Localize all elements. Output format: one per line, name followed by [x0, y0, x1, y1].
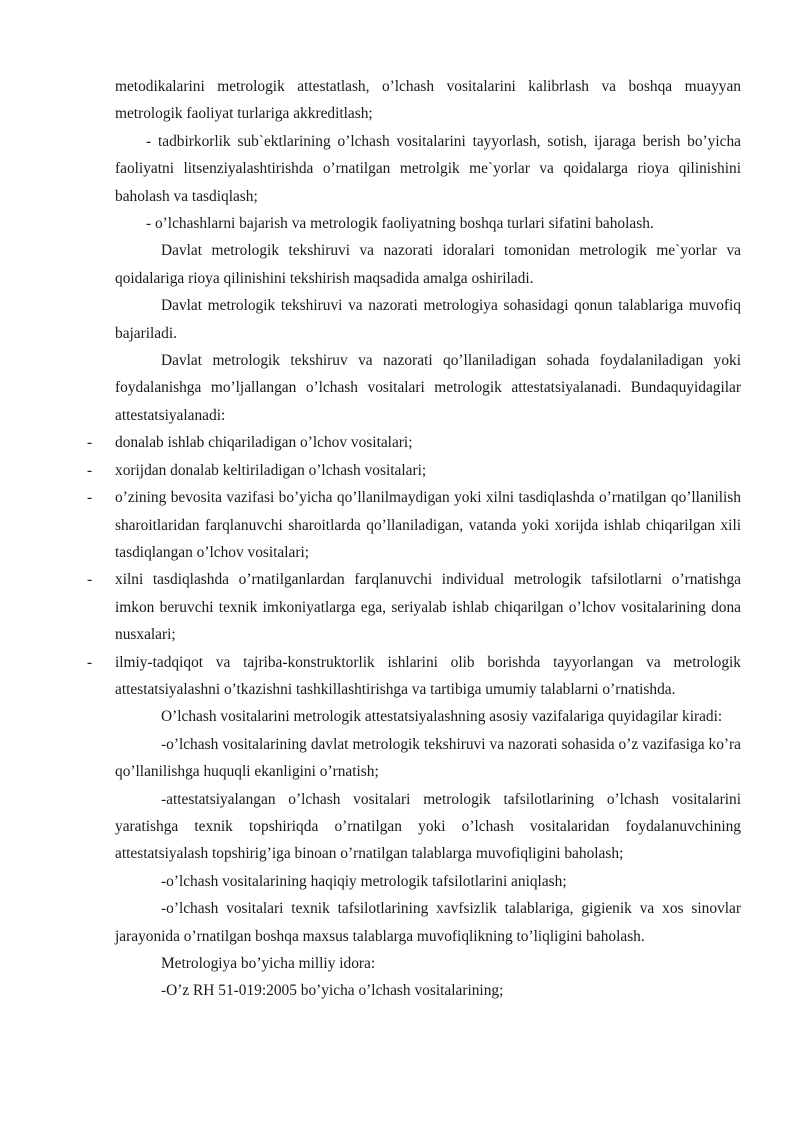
list-item	[87, 457, 741, 484]
list-item	[87, 566, 741, 648]
paragraph: Davlat metrologik tekshiruvi va nazorati metrologiya sohasidagi qonun talablariga muvofiq bajariladi.	[115, 297, 741, 342]
paragraph: -o’lchash vositalarining haqiqiy metrologik tafsilotlarini aniqlash;	[161, 872, 567, 890]
paragraph: -o’lchash vositalarining davlat metrologik tekshiruvi va nazorati sohasida o’z vazifasiga ko’ra qo’llanilishga huquqli ekanligini o’rnatish;	[115, 735, 741, 781]
paragraph: O’lchash vositalarini metrologik attestatsiyalashning asosiy vazifalariga quyidagilar kiradi:	[161, 708, 723, 726]
list-item	[87, 429, 741, 456]
paragraph: -o’lchash vositalari texnik tafsilotlarining xavfsizlik talablariga, gigienik va xos sinovlar jarayonida o’rnatilgan boshqa maxsus talablarga muvofiqlikning to’liqligini baholash.	[115, 900, 741, 945]
paragraph: Davlat metrologik tekshiruvi va nazorati idoralari tomonidan metrologik me`yorlar va qoidalariga rioya qilinishini tekshirish maqsadida amalga oshiriladi.	[115, 242, 741, 287]
paragraph: -attestatsiyalangan o’lchash vositalari metrologik tafsilotlarining o’lchash vositalarini yaratishga texnik topshiriqda o’rnatilgan yoki o’lchash vositalaridan foydalanuvchining attestatsiyalash topshirig’iga binoan o’rnatilgan talablarga muvofiqligini baholash;	[115, 790, 741, 863]
paragraph: Metrologiya bo’yicha milliy idora:	[161, 955, 376, 972]
paragraph: Davlat metrologik tekshiruv va nazorati qo’llaniladigan sohada foydalaniladigan yoki foydalanishga mo’ljallangan o’lchash vositalari metrologik attestatsiyalanadi. Bundaquyidagilar attestatsiyalanadi:	[115, 352, 741, 424]
list-item-text: xorijdan donalab keltiriladigan o’lchash vositalari;	[115, 461, 427, 479]
list-item-text: donalab ishlab chiqariladigan o’lchov vositalari;	[115, 434, 413, 452]
paragraph: - o’lchashlarni bajarish va metrologik faoliyatning boshqa turlari sifatini baholash.	[146, 215, 654, 233]
list-item	[87, 484, 741, 566]
list-item-text: o’zining bevosita vazifasi bo’yicha qo’llanilmaydigan yoki xilni tasdiqlashda o’rnatilgan qo’llanilish sharoitlaridan farqlanuvchi sharoitlarda qo’llaniladigan, vatanda yoki xorijda ishlab chiqarilgan xili tasdiqlangan o’lchov vositalari;	[115, 489, 741, 561]
paragraph: metodikalarini metrologik attestatlash, o’lchash vositalarini kalibrlash va boshqa muayyan metrologik faoliyat turlariga akkreditlash;	[115, 78, 741, 123]
list-bullet: -	[87, 489, 93, 507]
list-bullet: -	[87, 434, 93, 452]
list-bullet: -	[87, 653, 93, 671]
list-item-text: ilmiy-tadqiqot va tajriba-konstruktorlik ishlarini olib borishda tayyorlangan va metrologik attestatsiyalashni o’tkazishni tashkillashtirishga va tartibiga umumiy talablarni o’rnatishda.	[115, 653, 741, 698]
document-page	[87, 73, 741, 1005]
list-bullet: -	[87, 461, 93, 479]
list-item-text: xilni tasdiqlashda o’rnatilganlardan farqlanuvchi individual metrologik tafsilotlarni o’rnatishga imkon beruvchi texnik imkoniyatlarga ega, seriyalab ishlab chiqarilgan o’lchov vositalarining dona nusxalari;	[115, 571, 741, 644]
paragraph: -O’z RH 51-019:2005 bo’yicha o’lchash vositalarining;	[161, 982, 504, 1000]
list-item	[87, 649, 741, 704]
paragraph: - tadbirkorlik sub`ektlarining o’lchash vositalarini tayyorlash, sotish, ijaraga berish bo’yicha faoliyatni litsenziyalashtirishda o’rnatilgan metrolgik me`yorlar va qoidalarga rioya qilinishini baholash va tasdiqlash;	[115, 132, 741, 205]
list-bullet: -	[87, 571, 93, 589]
